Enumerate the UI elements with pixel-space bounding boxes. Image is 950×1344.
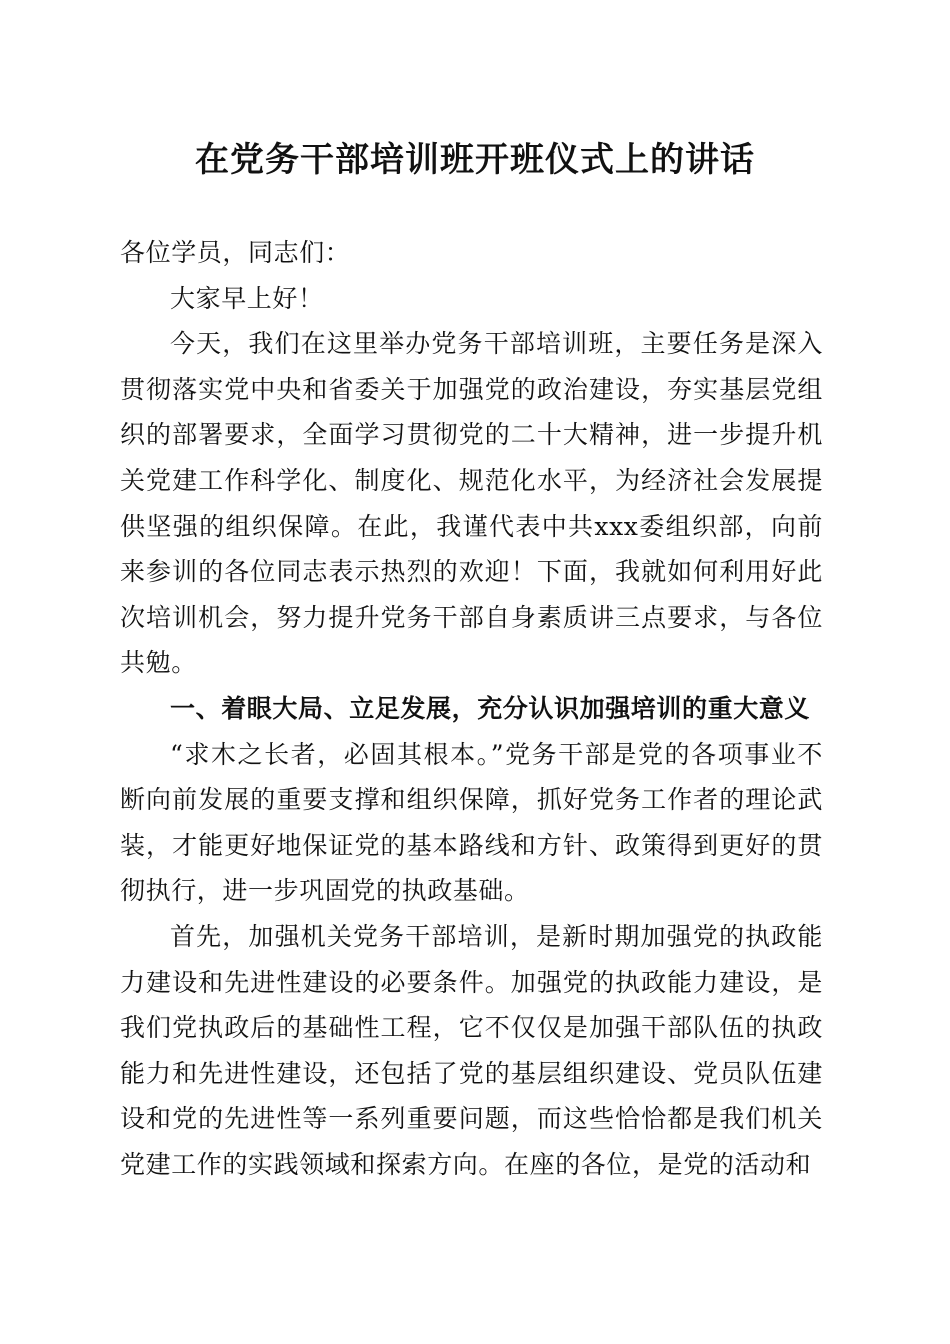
salutation: 各位学员，同志们： — [120, 238, 351, 267]
greeting: 大家早上好！ — [170, 283, 324, 313]
section-paragraph: “求木之长者，必固其根本。”党务干部是党的各项事业不断向前发展的重要支撑和组织保障，抓好党务工作者的理论武装，才能更好地保证党的基本路线和方针、政策得到更好的贯彻执行，进一步巩固党的执政基础。 — [120, 739, 823, 906]
section-heading: 一、着眼大局、立足发展，充分认识加强培训的重大意义 — [170, 693, 811, 723]
document-body — [120, 230, 823, 1187]
intro-paragraph: 今天，我们在这里举办党务干部培训班，主要任务是深入贯彻落实党中央和省委关于加强党的政治建设，夯实基层党组织的部署要求，全面学习贯彻党的二十大精神，进一步提升机关党建工作科学化、制度化、规范化水平，为经济社会发展提供坚强的组织保障。在此，我谨代表中共xxx委组织部，向前来参训的各位同志表示热烈的欢迎！下面，我就如何利用好此次培训机会，努力提升党务干部自身素质讲三点要求，与各位共勉。 — [120, 329, 823, 678]
section-paragraph: 首先，加强机关党务干部培训，是新时期加强党的执政能力建设和先进性建设的必要条件。加强党的执政能力建设，是我们党执政后的基础性工程，它不仅仅是加强干部队伍的执政能力和先进性建设，还包括了党的基层组织建设、党员队伍建设和党的先进性等一系列重要问题，而这些恰恰都是我们机关党建工作的实践领域和探索方向。在座的各位，是党的活动和 — [120, 921, 823, 1179]
document-title: 在党务干部培训班开班仪式上的讲话 — [195, 140, 755, 180]
